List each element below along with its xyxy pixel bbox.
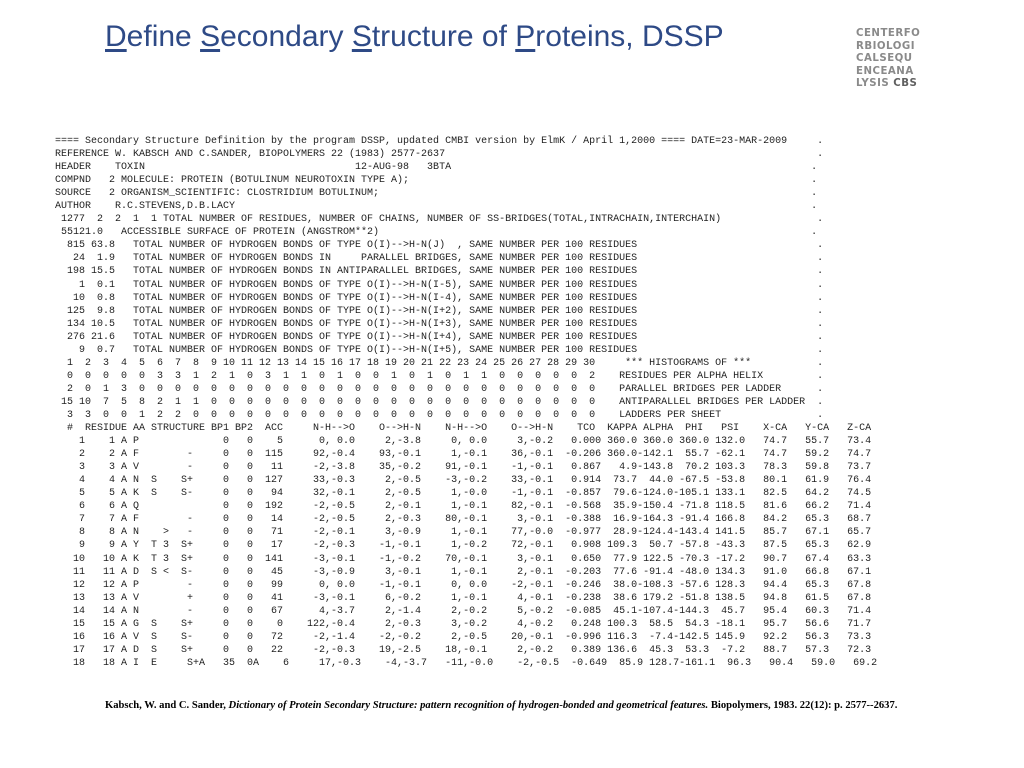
title-initial: P [515,20,536,53]
dssp-line: 9 0.7 TOTAL NUMBER OF HYDROGEN BONDS OF TYPE O(I)-->H-N(I+5), SAME NUMBER PER 100 RESIDUES . [55,344,824,356]
dssp-line: 10 10 A K T 3 S+ 0 0 141 -3,-0.1 -1,-0.2 70,-0.1 3,-0.1 0.650 77.9 122.5 -70.3 -17.2 90.7 67.4 63.3 [55,553,872,565]
dssp-line: AUTHOR R.C.STEVENS,D.B.LACY . [55,201,818,213]
dssp-line: 24 1.9 TOTAL NUMBER OF HYDROGEN BONDS IN PARALLEL BRIDGES, SAME NUMBER PER 100 RESIDUES . [55,253,824,265]
logo-line-text: LYSIS [856,78,890,90]
dssp-line: ==== Secondary Structure Definition by the program DSSP, updated CMBI version by ElmK / April 1,2000 ==== DATE=23-MAR-2009 . [55,136,824,147]
dssp-line: REFERENCE W. KABSCH AND C.SANDER, BIOPOLYMERS 22 (1983) 2577-2637 . [55,149,824,161]
title-initial: S [351,20,372,53]
dssp-line: 3 3 A V - 0 0 11 -2,-3.8 35,-0.2 91,-0.1 -1,-0.1 0.867 4.9-143.8 70.2 103.3 78.3 59.8 73.7 [55,462,872,474]
dssp-line: COMPND 2 MOLECULE: PROTEIN (BOTULINUM NEUROTOXIN TYPE A); . [55,175,818,187]
citation-journal: Biopolymers, 1983. 22(12): p. 2577--2637. [708,700,898,711]
dssp-line: 2 2 A F - 0 0 115 92,-0.4 93,-0.1 1,-0.1 36,-0.1 -0.206 360.0-142.1 55.7 -62.1 74.7 59.2 74.7 [55,449,872,461]
dssp-line: 1 1 A P 0 0 5 0, 0.0 2,-3.8 0, 0.0 3,-0.2 0.000 360.0 360.0 360.0 132.0 74.7 55.7 73.4 [55,436,872,448]
dssp-line: 13 13 A V + 0 0 41 -3,-0.1 6,-0.2 1,-0.1 4,-0.1 -0.238 38.6 179.2 -51.8 138.5 94.8 61.5 67.8 [55,592,872,604]
dssp-line: 15 10 7 5 8 2 1 1 0 0 0 0 0 0 0 0 0 0 0 0 0 0 0 0 0 0 0 0 0 0 ANTIPARALLEL BRIDGES PER LADDER . [55,396,824,408]
cbs-logo [856,28,920,91]
dssp-line: 134 10.5 TOTAL NUMBER OF HYDROGEN BONDS OF TYPE O(I)-->H-N(I+3), SAME NUMBER PER 100 RESIDUES . [55,318,824,330]
logo-line: RBIOLOGI [856,40,916,52]
dssp-line: 17 17 A D S S+ 0 0 22 -2,-0.3 19,-2.5 18,-0.1 2,-0.2 0.389 136.6 45.3 53.3 -7.2 88.7 57.3 72.3 [55,644,872,656]
dssp-output [55,135,877,670]
logo-line: CALSEQU [856,53,913,65]
title-text: econdary [220,20,352,53]
dssp-line: 14 14 A N - 0 0 67 4,-3.7 2,-1.4 2,-0.2 5,-0.2 -0.085 45.1-107.4-144.3 45.7 95.4 60.3 71.4 [55,605,872,617]
dssp-line: HEADER TOXIN 12-AUG-98 3BTA . [55,162,818,174]
dssp-line: 9 9 A Y T 3 S+ 0 0 17 -2,-0.3 -1,-0.1 1,-0.2 72,-0.1 0.908 109.3 50.7 -57.8 -43.3 87.5 65.3 62.9 [55,540,872,552]
logo-line: CENTERFO [856,28,921,39]
dssp-line: 12 12 A P - 0 0 99 0, 0.0 -1,-0.1 0, 0.0 -2,-0.1 -0.246 38.0-108.3 -57.6 128.3 94.4 65.3 67.8 [55,579,872,591]
dssp-line: 198 15.5 TOTAL NUMBER OF HYDROGEN BONDS IN ANTIPARALLEL BRIDGES, SAME NUMBER PER 100 RESIDUES . [55,266,824,278]
dssp-line: 4 4 A N S S+ 0 0 127 33,-0.3 2,-0.5 -3,-0.2 33,-0.1 0.914 73.7 44.0 -67.5 -53.8 80.1 61.9 76.4 [55,475,872,487]
citation-title: Dictionary of Protein Secondary Structure: pattern recognition of hydrogen-bonded and geometrical features. [228,700,709,711]
dssp-line: 125 9.8 TOTAL NUMBER OF HYDROGEN BONDS OF TYPE O(I)-->H-N(I+2), SAME NUMBER PER 100 RESIDUES . [55,305,824,317]
dssp-line: 815 63.8 TOTAL NUMBER OF HYDROGEN BONDS OF TYPE O(I)-->H-N(J) , SAME NUMBER PER 100 RESIDUES . [55,240,824,252]
slide-title [105,20,724,54]
reference-citation [105,699,905,713]
dssp-line: 55121.0 ACCESSIBLE SURFACE OF PROTEIN (ANGSTROM**2) . [55,227,818,239]
dssp-line: 7 7 A F - 0 0 14 -2,-0.5 2,-0.3 80,-0.1 3,-0.1 -0.388 16.9-164.3 -91.4 166.8 84.2 65.3 68.7 [55,514,872,526]
logo-brand: CBS [893,78,918,90]
title-text: roteins, DSSP [535,20,724,53]
dssp-line: 0 0 0 0 0 3 3 1 2 1 0 3 1 1 0 1 0 0 1 0 1 0 1 1 0 0 0 0 0 2 RESIDUES PER ALPHA HELIX . [55,370,824,382]
title-initial: D [105,20,127,53]
title-initial: S [200,20,221,53]
dssp-line: SOURCE 2 ORGANISM_SCIENTIFIC: CLOSTRIDIUM BOTULINUM; . [55,188,818,200]
dssp-line: 1 2 3 4 5 6 7 8 9 10 11 12 13 14 15 16 17 18 19 20 21 22 23 24 25 26 27 28 29 30 *** HISTOGRAMS OF *** . [55,357,824,369]
dssp-line: 1277 2 2 1 1 TOTAL NUMBER OF RESIDUES, NUMBER OF CHAINS, NUMBER OF SS-BRIDGES(TOTAL,INTRACHAIN,INTERCHAIN) . [55,214,824,226]
dssp-line: 276 21.6 TOTAL NUMBER OF HYDROGEN BONDS OF TYPE O(I)-->H-N(I+4), SAME NUMBER PER 100 RESIDUES . [55,331,824,343]
logo-line: ENCEANA [856,65,914,77]
dssp-line: 18 18 A I E S+A 35 0A 6 17,-0.3 -4,-3.7 -11,-0.0 -2,-0.5 -0.649 85.9 128.7-161.1 96.3 90.4 59.0 69.2 [55,657,878,669]
dssp-line: 16 16 A V S S- 0 0 72 -2,-1.4 -2,-0.2 2,-0.5 20,-0.1 -0.996 116.3 -7.4-142.5 145.9 92.2 56.3 73.3 [55,631,872,643]
dssp-line: 6 6 A Q 0 0 192 -2,-0.5 2,-0.1 1,-0.1 82,-0.1 -0.568 35.9-150.4 -71.8 118.5 81.6 66.2 71.4 [55,501,872,513]
citation-authors: Kabsch, W. and C. Sander, [105,700,229,711]
dssp-line: 2 0 1 3 0 0 0 0 0 0 0 0 0 0 0 0 0 0 0 0 0 0 0 0 0 0 0 0 0 0 PARALLEL BRIDGES PER LADDER . [55,383,824,395]
dssp-line: 5 5 A K S S- 0 0 94 32,-0.1 2,-0.5 1,-0.0 -1,-0.1 -0.857 79.6-124.0-105.1 133.1 82.5 64.2 74.5 [55,488,872,500]
dssp-line: 1 0.1 TOTAL NUMBER OF HYDROGEN BONDS OF TYPE O(I)-->H-N(I-5), SAME NUMBER PER 100 RESIDUES . [55,279,824,291]
dssp-line: 8 8 A N > - 0 0 71 -2,-0.1 3,-0.9 1,-0.1 77,-0.0 -0.977 28.9-124.4-143.4 141.5 85.7 67.1 65.7 [55,527,872,539]
dssp-line: 11 11 A D S < S- 0 0 45 -3,-0.9 3,-0.1 1,-0.1 2,-0.1 -0.203 77.6 -91.4 -48.0 134.3 91.0 66.8 67.1 [55,566,872,578]
title-text: tructure of [371,20,516,53]
dssp-line: # RESIDUE AA STRUCTURE BP1 BP2 ACC N-H-->O O-->H-N N-H-->O O-->H-N TCO KAPPA ALPHA PHI PSI X-CA Y-CA Z-CA [55,423,872,435]
dssp-line: 3 3 0 0 1 2 2 0 0 0 0 0 0 0 0 0 0 0 0 0 0 0 0 0 0 0 0 0 0 0 LADDERS PER SHEET . [55,409,824,421]
dssp-line: 10 0.8 TOTAL NUMBER OF HYDROGEN BONDS OF TYPE O(I)-->H-N(I-4), SAME NUMBER PER 100 RESIDUES . [55,292,824,304]
title-text: efine [126,20,201,53]
dssp-line: 15 15 A G S S+ 0 0 0 122,-0.4 2,-0.3 3,-0.2 4,-0.2 0.248 100.3 58.5 54.3 -18.1 95.7 56.6 71.7 [55,618,872,630]
logo-line [856,78,920,91]
